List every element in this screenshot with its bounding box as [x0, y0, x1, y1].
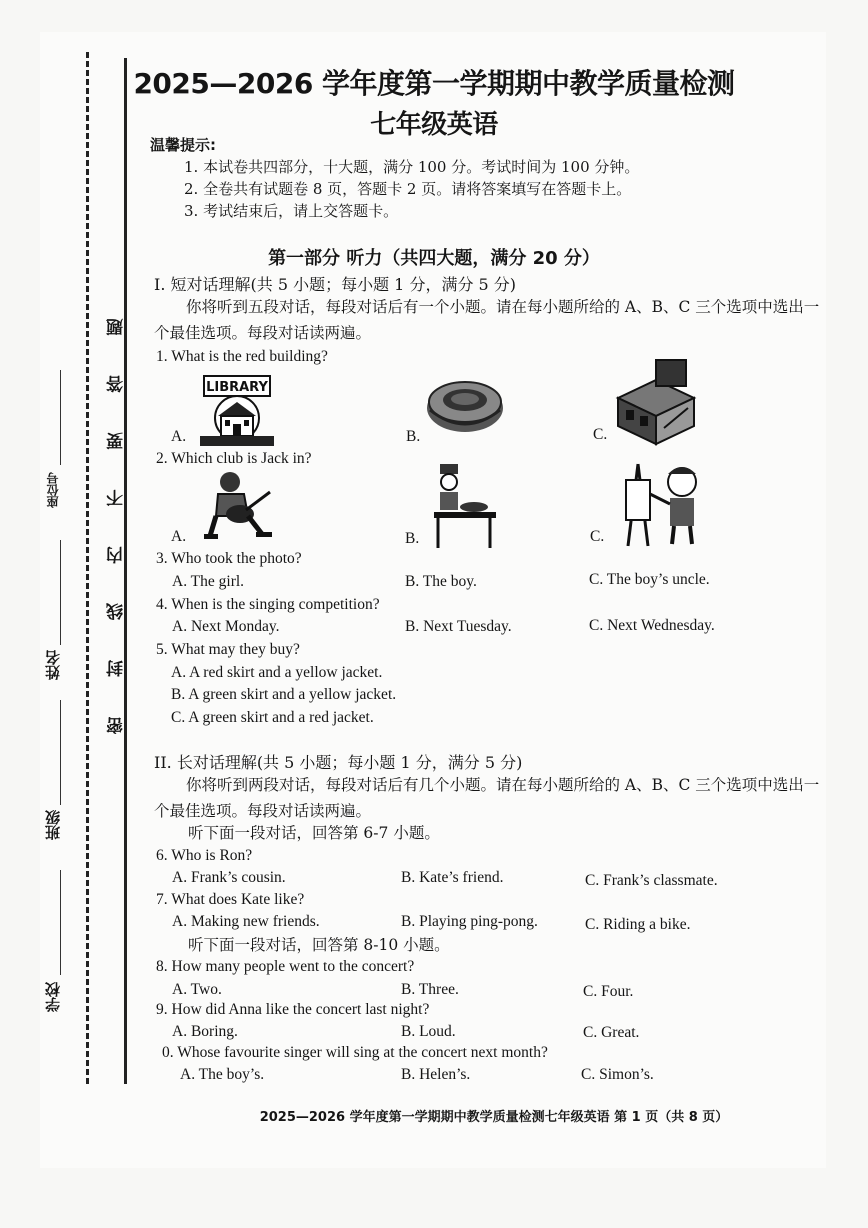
- guitar-boy-picture: [200, 470, 276, 542]
- q9-option-a: A. Boring.: [172, 1023, 238, 1040]
- q7-option-b: B. Playing ping-pong.: [401, 913, 538, 930]
- name-label: 姓名: [44, 650, 62, 680]
- museum-picture: [612, 358, 698, 448]
- question-2: 2. Which club is Jack in?: [156, 450, 312, 467]
- note-item: 3. 考试结束后，请上交答题卡。: [184, 202, 399, 220]
- library-picture: [198, 374, 276, 448]
- note-item: 1. 本试卷共四部分，十大题，满分 100 分。考试时间为 100 分钟。: [184, 158, 640, 176]
- class-blank: [60, 700, 61, 805]
- q10-option-a: A. The boy’s.: [180, 1066, 265, 1083]
- question-9: 9. How did Anna like the concert last night?: [156, 1001, 430, 1018]
- question-7: 7. What does Kate like?: [156, 891, 305, 908]
- q8-option-a: A. Two.: [172, 981, 222, 998]
- seal-notice: 密 封 线 内 不 要 答 题: [107, 301, 127, 734]
- cooking-picture: [430, 462, 500, 550]
- q6-option-b: B. Kate’s friend.: [401, 869, 504, 886]
- q8-option-c: C. Four.: [583, 983, 634, 1000]
- dialogue-lead-1: [188, 820, 588, 846]
- painting-picture: [618, 460, 702, 548]
- question-5: 5. What may they buy?: [156, 641, 300, 658]
- q10-option-b: B. Helen’s.: [401, 1066, 471, 1083]
- q1-option-b-label: B.: [406, 428, 421, 445]
- question-3: 3. Who took the photo?: [156, 550, 302, 567]
- section2-heading: II. 长对话理解(共 5 小题；每小题 1 分，满分 5 分): [154, 753, 523, 772]
- lead-text: 听下面一段对话，回答第 6-7 小题。: [188, 824, 440, 842]
- section2-instruction: [154, 772, 824, 824]
- part1-heading: 第一部分 听力（共四大题，满分 20 分）: [268, 248, 600, 269]
- q5-option-a: A. A red skirt and a yellow jacket.: [171, 664, 383, 681]
- notes-heading: 温馨提示:: [150, 136, 216, 154]
- q4-option-b: B. Next Tuesday.: [405, 618, 512, 635]
- dialogue-lead-2: [188, 932, 588, 958]
- q7-option-c: C. Riding a bike.: [585, 916, 691, 933]
- q9-option-b: B. Loud.: [401, 1023, 456, 1040]
- q8-option-b: B. Three.: [401, 981, 459, 998]
- q9-option-c: C. Great.: [583, 1024, 640, 1041]
- instruction-text: 你将听到两段对话，每段对话后有几个小题。请在每小题所给的 A、B、C 三个选项中选出一个最佳选项。每段对话读两遍。: [154, 776, 820, 820]
- seat-label: 座位号: [46, 472, 60, 508]
- q5-option-b: B. A green skirt and a yellow jacket.: [171, 686, 397, 703]
- q1-option-a-label: A.: [171, 428, 187, 445]
- q6-option-a: A. Frank’s cousin.: [172, 869, 286, 886]
- q6-option-c: C. Frank’s classmate.: [585, 872, 718, 889]
- note-item: 2. 全卷共有试题卷 8 页，答题卡 2 页。请将答案填写在答题卡上。: [184, 180, 632, 198]
- section1-heading: I. 短对话理解(共 5 小题；每小题 1 分，满分 5 分): [154, 275, 517, 294]
- exam-subtitle: 七年级英语: [370, 110, 498, 140]
- q1-option-c-label: C.: [593, 426, 608, 443]
- section1-instruction: [154, 294, 824, 346]
- question-10: 0. Whose favourite singer will sing at the concert next month?: [162, 1044, 548, 1061]
- school-blank: [60, 870, 61, 975]
- exam-title: 2025—2026 学年度第一学期期中教学质量检测: [133, 67, 735, 100]
- q4-option-a: A. Next Monday.: [172, 618, 280, 635]
- question-6: 6. Who is Ron?: [156, 847, 253, 864]
- q3-option-a: A. The girl.: [172, 573, 245, 590]
- page-footer: 2025—2026 学年度第一学期期中教学质量检测七年级英语 第 1 页（共 8 页）: [259, 1110, 729, 1125]
- lead-text: 听下面一段对话，回答第 8-10 小题。: [188, 936, 450, 954]
- question-1: 1. What is the red building?: [156, 348, 328, 365]
- question-8: 8. How many people went to the concert?: [156, 958, 415, 975]
- q2-option-b-label: B.: [405, 530, 420, 547]
- q7-option-a: A. Making new friends.: [172, 913, 320, 930]
- q10-option-c: C. Simon’s.: [581, 1066, 654, 1083]
- school-label: 学校: [44, 982, 62, 1012]
- class-label: 班级: [44, 810, 62, 840]
- stadium-picture: [424, 372, 506, 438]
- q4-option-c: C. Next Wednesday.: [589, 617, 715, 634]
- q3-option-c: C. The boy’s uncle.: [589, 571, 710, 588]
- question-4: 4. When is the singing competition?: [156, 596, 380, 613]
- notes-block: [150, 134, 639, 222]
- name-blank: [60, 540, 61, 645]
- q2-option-c-label: C.: [590, 528, 605, 545]
- fold-dashed-line: [86, 52, 89, 1084]
- q3-option-b: B. The boy.: [405, 573, 477, 590]
- q2-option-a-label: A.: [171, 528, 187, 545]
- q5-option-c: C. A green skirt and a red jacket.: [171, 709, 374, 726]
- instruction-text: 你将听到五段对话，每段对话后有一个小题。请在每小题所给的 A、B、C 三个选项中选出一个最佳选项。每段对话读两遍。: [154, 298, 820, 342]
- library-sign: LIBRARY: [206, 380, 268, 395]
- seat-blank: [60, 370, 61, 465]
